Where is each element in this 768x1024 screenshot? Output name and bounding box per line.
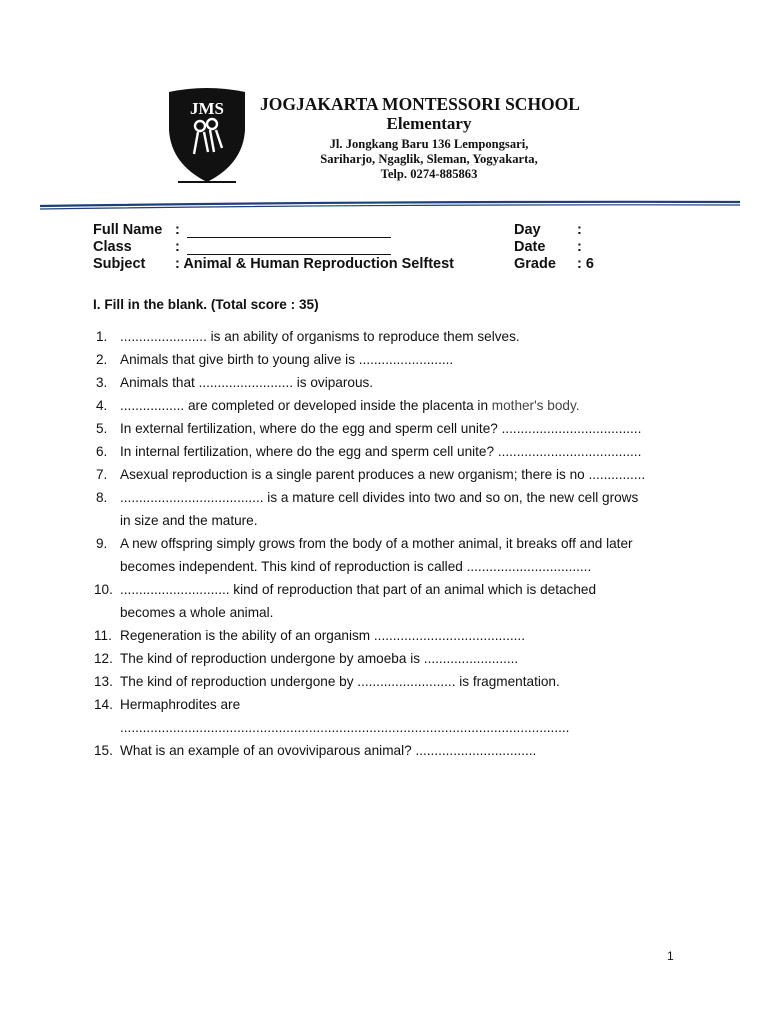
school-name: JOGJAKARTA MONTESSORI SCHOOL <box>260 94 580 114</box>
question-item <box>96 348 696 371</box>
question-number: 11. <box>94 628 112 643</box>
question-text: In internal fertilization, where do the egg and sperm cell unite? ...................................... <box>120 444 642 459</box>
question-text: ...................................... is a mature cell divides into two and so on, the new cell grows <box>120 490 639 505</box>
question-item <box>96 693 696 739</box>
grade-label: Grade <box>514 256 556 272</box>
colon: : <box>175 222 180 238</box>
question-list <box>96 325 696 762</box>
full-name-blank[interactable] <box>187 224 391 238</box>
colon: : <box>175 239 180 255</box>
question-item <box>96 417 696 440</box>
question-number: 13. <box>94 674 113 689</box>
question-text: ............................. kind of reproduction that part of an animal which is detached <box>120 582 597 597</box>
question-number: 5. <box>96 421 108 436</box>
question-text: Animals that give birth to young alive is ......................... <box>120 352 454 367</box>
phone-line: Telp. 0274-885863 <box>380 167 478 181</box>
question-item <box>96 394 696 417</box>
question-number: 1. <box>96 329 108 344</box>
question-number: 14. <box>94 697 113 712</box>
question-text: ................. are completed or developed inside the placenta in <box>120 398 492 413</box>
question-text: The kind of reproduction undergone by .......................... is fragmentation. <box>120 674 560 689</box>
date-colon: : <box>577 239 582 255</box>
day-colon: : <box>577 222 582 238</box>
question-text: Hermaphrodites are <box>120 697 241 712</box>
question-text: Regeneration is the ability of an organism ........................................ <box>120 628 525 643</box>
question-number: 2. <box>96 352 108 367</box>
question-text: Animals that ......................... is oviparous. <box>120 375 374 390</box>
svg-text:JMS: JMS <box>190 99 224 118</box>
question-text: Asexual reproduction is a single parent produces a new organism; there is no ............... <box>120 467 646 482</box>
question-text: In external fertilization, where do the egg and sperm cell unite? ..................................... <box>120 421 642 436</box>
question-text-continued: becomes a whole animal. <box>120 605 274 620</box>
school-level: Elementary <box>386 114 472 133</box>
question-number: 6. <box>96 444 108 459</box>
question-text-continued: becomes independent. This kind of reproduction is called ................................. <box>120 559 592 574</box>
question-item <box>96 463 696 486</box>
question-text: The kind of reproduction undergone by amoeba is ......................... <box>120 651 519 666</box>
page-number: 1 <box>667 949 674 963</box>
question-number: 10. <box>94 582 113 597</box>
grade-value: : 6 <box>577 256 594 272</box>
subject-value: : Animal & Human Reproduction Selftest <box>175 256 455 272</box>
full-name-label: Full Name <box>93 222 163 238</box>
question-number: 8. <box>96 490 108 505</box>
question-item <box>96 440 696 463</box>
question-number: 15. <box>94 743 113 758</box>
question-number: 12. <box>94 651 113 666</box>
question-item <box>96 624 696 647</box>
question-text: ....................... is an ability of organisms to reproduce them selves. <box>120 329 520 344</box>
school-shield-logo <box>164 86 250 184</box>
question-text-tail: mother's body. <box>491 398 580 413</box>
class-blank[interactable] <box>187 241 391 255</box>
question-number: 4. <box>96 398 108 413</box>
question-item <box>96 532 696 578</box>
day-label: Day <box>514 222 541 238</box>
question-item <box>96 578 696 624</box>
question-text: A new offspring simply grows from the body of a mother animal, it breaks off and later <box>120 536 633 551</box>
letterhead-divider <box>40 198 740 214</box>
student-info <box>93 222 653 273</box>
question-item <box>96 486 696 532</box>
question-text: What is an example of an ovoviviparous animal? ................................ <box>120 743 537 758</box>
question-number: 9. <box>96 536 108 551</box>
question-text-continued: in size and the mature. <box>120 513 258 528</box>
date-label: Date <box>514 239 546 255</box>
section-title: I. Fill in the blank. (Total score : 35) <box>93 297 319 312</box>
question-item <box>96 647 696 670</box>
question-number: 3. <box>96 375 108 390</box>
class-label: Class <box>93 239 132 255</box>
letterhead <box>160 82 620 186</box>
address-line: Jl. Jongkang Baru 136 Lempongsari, <box>329 137 529 151</box>
question-text-continued: ....................................................................................................................... <box>120 720 570 735</box>
address-line: Sariharjo, Ngaglik, Sleman, Yogyakarta, <box>320 152 538 166</box>
question-item <box>96 739 696 762</box>
subject-label: Subject <box>93 256 146 272</box>
question-number: 7. <box>96 467 108 482</box>
question-item <box>96 325 696 348</box>
question-item <box>96 371 696 394</box>
question-item <box>96 670 696 693</box>
